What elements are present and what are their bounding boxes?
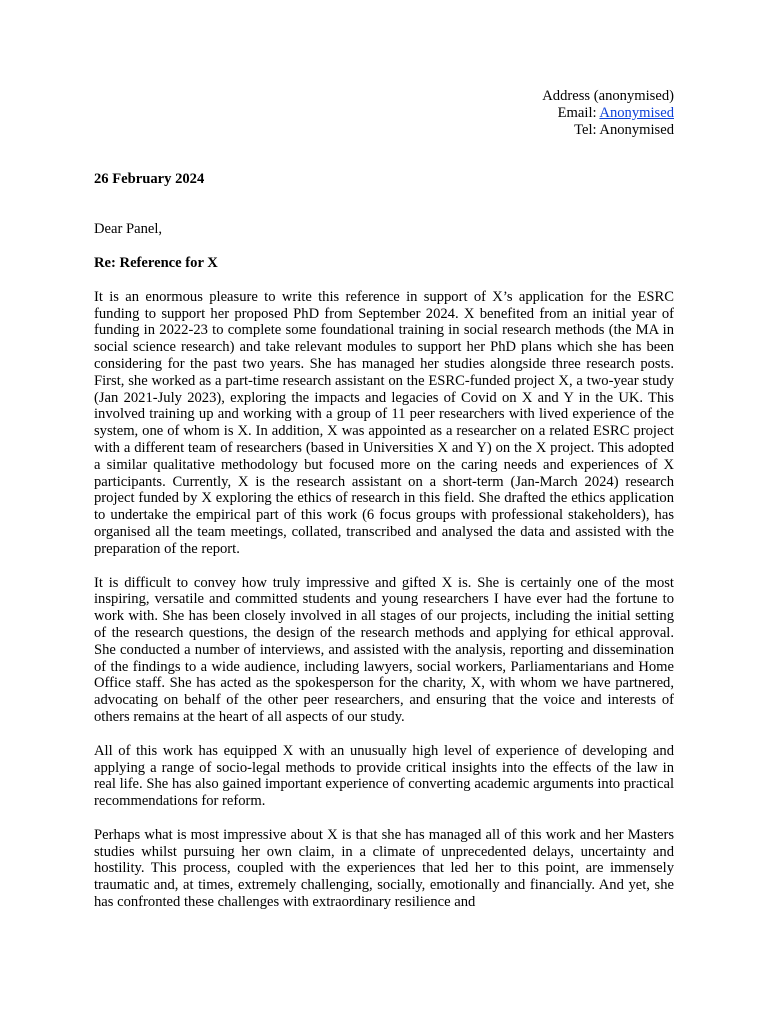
sender-address-block <box>94 88 674 138</box>
letter-date: 26 February 2024 <box>94 171 205 188</box>
sender-address: Address (anonymised) <box>542 88 674 104</box>
sender-email-line <box>94 105 674 122</box>
sender-tel: Tel: Anonymised <box>574 121 674 138</box>
subject-line: Re: Reference for X <box>94 254 218 271</box>
body-paragraph-3: All of this work has equipped X with an unusually high level of experience of developing and applying a range of socio-legal methods to provide critical insights into the effects of the law in real life. She has also gained important experience of converting academic arguments into practical recommendations for reform. <box>94 742 674 810</box>
body-paragraph-4: Perhaps what is most impressive about X is that she has managed all of this work and her Masters studies whilst pursuing her own claim, in a climate of unprecedented delays, uncertainty and hostility. This process, coupled with the experiences that led her to this point, are immensely traumatic and, at times, extremely challenging, socially, emotionally and financially. And yet, she has confronted these challenges with extraordinary resilience and <box>94 826 674 911</box>
salutation: Dear Panel, <box>94 221 163 238</box>
email-label: Email: <box>557 104 600 121</box>
body-paragraph-1: It is an enormous pleasure to write this reference in support of X’s application for the ESRC funding to support her proposed PhD from September 2024. X benefited from an initial year of funding in 2022-23 to complete some foundational training in social research methods (the MA in social science research) and take relevant modules to support her PhD plans which she has been considering for the past two years. She has managed her studies alongside three research posts. First, she worked as a part-time research assistant on the ESRC-funded project X, a two-year study (Jan 2021-July 2023), exploring the impacts and legacies of Covid on X and Y in the UK. This involved training up and working with a group of 11 peer researchers with lived experience of the system, one of whom is X. In addition, X was appointed as a researcher on a related ESRC project with a different team of researchers (based in Universities X and Y) on the X project. This adopted a similar qualitative methodology but focused more on the caring needs and experiences of X participants. Currently, X is the research assistant on a short-term (Jan-March 2024) research project funded by X exploring the ethics of research in this field. She drafted the ethics application to undertake the empirical part of this work (6 focus groups with professional stakeholders), has organised all the team meetings, collated, transcribed and analysed the data and assisted with the preparation of the report. <box>94 288 674 557</box>
body-paragraph-2: It is difficult to convey how truly impressive and gifted X is. She is certainly one of the most inspiring, versatile and committed students and young researchers I have ever had the fortune to work with. She has been closely involved in all stages of our projects, including the initial setting of the research questions, the design of the research methods and applying for ethical approval. She conducted a number of interviews, and assisted with the analysis, reporting and dissemination of the findings to a wide audience, including lawyers, social workers, Parliamentarians and Home Office staff. She has acted as the spokesperson for the charity, X, with whom we have partnered, advocating on behalf of the other peer researchers, and ensuring that the voice and interests of others remains at the heart of all aspects of our study. <box>94 574 674 725</box>
email-link[interactable]: Anonymised <box>599 104 674 121</box>
